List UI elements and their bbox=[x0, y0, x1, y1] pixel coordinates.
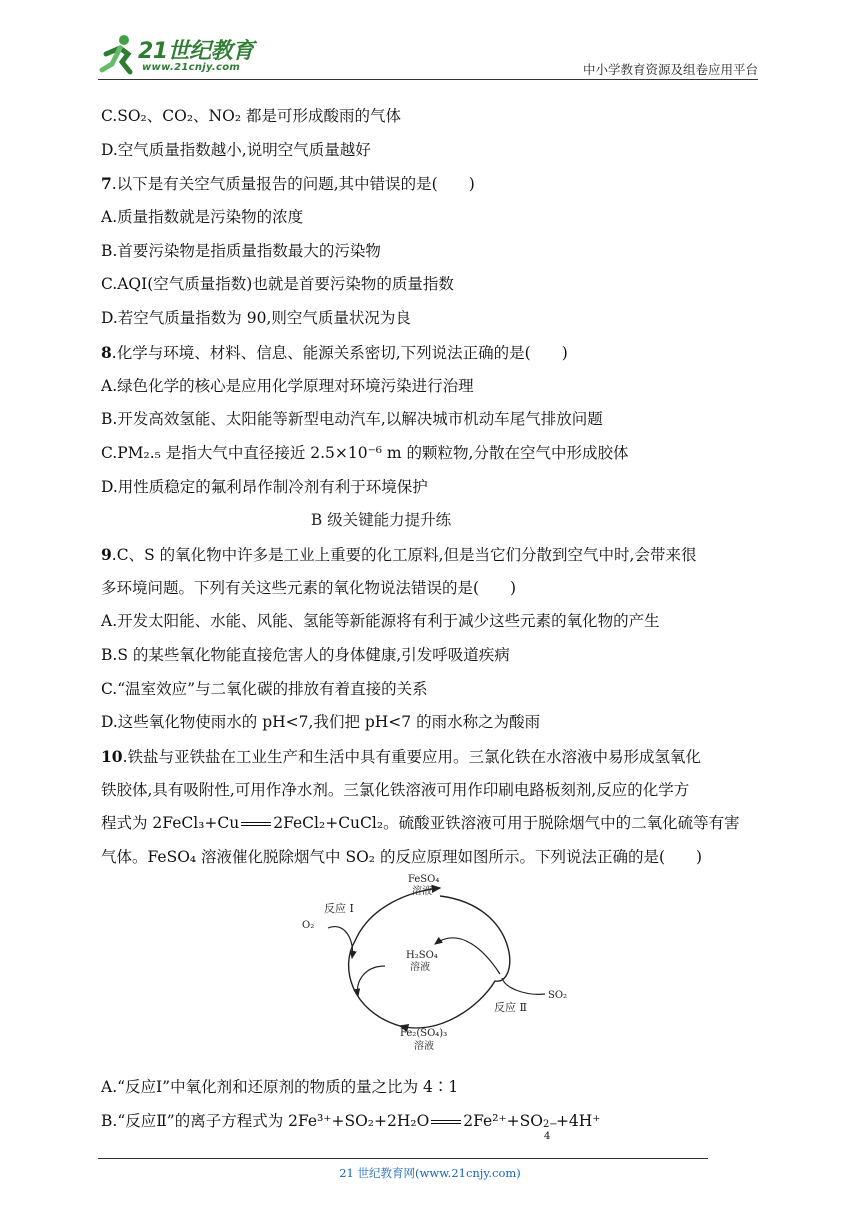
q10b-left: B.“反应Ⅱ”的离子方程式为 2Fe³⁺+SO₂+2H₂O bbox=[101, 1111, 430, 1130]
platform-name: 中小学教育资源及组卷应用平台 bbox=[582, 62, 758, 77]
q8-option-b: B.开发高效氢能、太阳能等新型电动汽车,以解决城市机动车尾气排放问题 bbox=[101, 410, 603, 429]
q9-option-a: A.开发太阳能、水能、风能、氢能等新能源将有利于减少这些元素的氧化物的产生 bbox=[101, 612, 660, 631]
h2so4-arrow-in bbox=[435, 938, 500, 974]
q10-equation-left: 程式为 2FeCl₃+Cu bbox=[101, 814, 240, 833]
q9-option-d: D.这些氧化物使雨水的 pH<7,我们把 pH<7 的雨水称之为酸雨 bbox=[101, 713, 541, 732]
q8-option-c: C.PM₂.₅ 是指大气中直径接近 2.5×10⁻⁶ m 的颗粒物,分散在空气中形成胶体 bbox=[101, 443, 629, 462]
o2-label: O₂ bbox=[302, 920, 315, 931]
page-header bbox=[98, 30, 758, 80]
q9-stem-line2: 多环境问题。下列有关这些元素的氧化物说法错误的是( ) bbox=[101, 578, 517, 597]
q8-stem bbox=[101, 336, 761, 370]
q9-option-b: B.S 的某些氧化物能直接危害人的身体健康,引发呼吸道疾病 bbox=[101, 646, 510, 664]
q6-option-c: C.SO₂、CO₂、NO₂ 都是可形成酸雨的气体 bbox=[101, 107, 401, 125]
q10-option-a: A.“反应Ⅰ”中氧化剂和还原剂的物质的量之比为 4∶1 bbox=[101, 1077, 459, 1096]
q9-stem-line1 bbox=[101, 538, 761, 572]
q10-number: 10 bbox=[101, 747, 123, 767]
logo-text: 21世纪教育 bbox=[138, 39, 254, 64]
q8-option-a: A.绿色化学的核心是应用化学原理对环境污染进行治理 bbox=[101, 376, 474, 395]
footer-divider bbox=[98, 1158, 708, 1159]
q7-number: 7 bbox=[101, 174, 112, 194]
reaction1-label: 反应 Ⅰ bbox=[324, 902, 354, 915]
so2-arrow bbox=[502, 978, 545, 994]
q10-option-b bbox=[101, 1105, 761, 1142]
q10b-end: +4H⁺ bbox=[555, 1111, 601, 1130]
logo-url: www.21cnjy.com bbox=[142, 62, 241, 73]
q8-number: 8 bbox=[101, 342, 112, 362]
q8-option-d: D.用性质稳定的氟利昂作制冷剂有利于环境保护 bbox=[101, 477, 428, 496]
q9-option-c: C.“温室效应”与二氧化碳的排放有着直接的关系 bbox=[101, 679, 428, 698]
reaction2-label: 反应 Ⅱ bbox=[494, 1001, 527, 1014]
site-logo[interactable] bbox=[98, 32, 258, 76]
o2-arrow bbox=[328, 927, 353, 958]
q10-stem-line3 bbox=[101, 807, 761, 841]
equals-sign bbox=[431, 1120, 461, 1124]
feso4-solution-label: 溶液 bbox=[412, 886, 432, 897]
q9-number: 9 bbox=[101, 544, 112, 564]
q10-equation-right: 2FeCl₂+CuCl₂。硫酸亚铁溶液可用于脱除烟气中的二氧化硫等有害 bbox=[273, 814, 740, 833]
runner-logo-icon bbox=[98, 32, 140, 76]
q10b-right: 2Fe²⁺+SO bbox=[463, 1111, 543, 1130]
h2so4-label: H₂SO₄ bbox=[406, 950, 438, 961]
fe2so43-solution-label: 溶液 bbox=[414, 1041, 434, 1052]
feso4-label: FeSO₄ bbox=[408, 874, 440, 885]
q6-option-d: D.空气质量指数越小,说明空气质量越好 bbox=[101, 140, 371, 159]
section-b-title: B 级关键能力提升练 bbox=[310, 511, 452, 530]
q7-option-c: C.AQI(空气质量指数)也就是首要污染物的质量指数 bbox=[101, 275, 454, 294]
equals-sign bbox=[241, 822, 271, 826]
h2so4-arrow-out bbox=[357, 966, 385, 996]
so2-label: SO₂ bbox=[548, 990, 568, 1001]
q10-stem-line2: 铁胶体,具有吸附性,可用作净水剂。三氯化铁溶液可用作印刷电路板刻剂,反应的化学方 bbox=[101, 780, 690, 799]
fe2so43-label: Fe₂(SO₄)₃ bbox=[400, 1028, 448, 1039]
q10-text-1: .铁盐与亚铁盐在工业生产和生活中具有重要应用。三氯化铁在水溶液中易形成氢氧化 bbox=[122, 748, 702, 767]
q7-option-d: D.若空气质量指数为 90,则空气质量状况为良 bbox=[101, 309, 411, 328]
q10-stem-line4: 气体。FeSO₄ 溶液催化脱除烟气中 SO₂ 的反应原理如图所示。下列说法正确的是( ) bbox=[101, 848, 703, 867]
q7-text: .以下是有关空气质量报告的问题,其中错误的是( ) bbox=[111, 175, 475, 194]
sulfate-charge: 2− 4 bbox=[542, 1118, 558, 1142]
page-footer[interactable]: 21 世纪教育网(www.21cnjy.com) bbox=[339, 1166, 521, 1180]
reaction-cycle-diagram bbox=[290, 866, 570, 1056]
q9-text-1: .C、S 的氧化物中许多是工业上重要的化工原料,但是当它们分散到空气中时,会带来很 bbox=[111, 545, 697, 564]
q7-stem bbox=[101, 167, 761, 201]
q10-stem-line1 bbox=[101, 740, 761, 774]
q7-option-b: B.首要污染物是指质量指数最大的污染物 bbox=[101, 241, 381, 260]
h2so4-solution-label: 溶液 bbox=[410, 962, 430, 973]
header-divider bbox=[98, 79, 758, 80]
q7-option-a: A.质量指数就是污染物的浓度 bbox=[101, 208, 304, 227]
q8-text: .化学与环境、材料、信息、能源关系密切,下列说法正确的是( ) bbox=[111, 343, 568, 362]
